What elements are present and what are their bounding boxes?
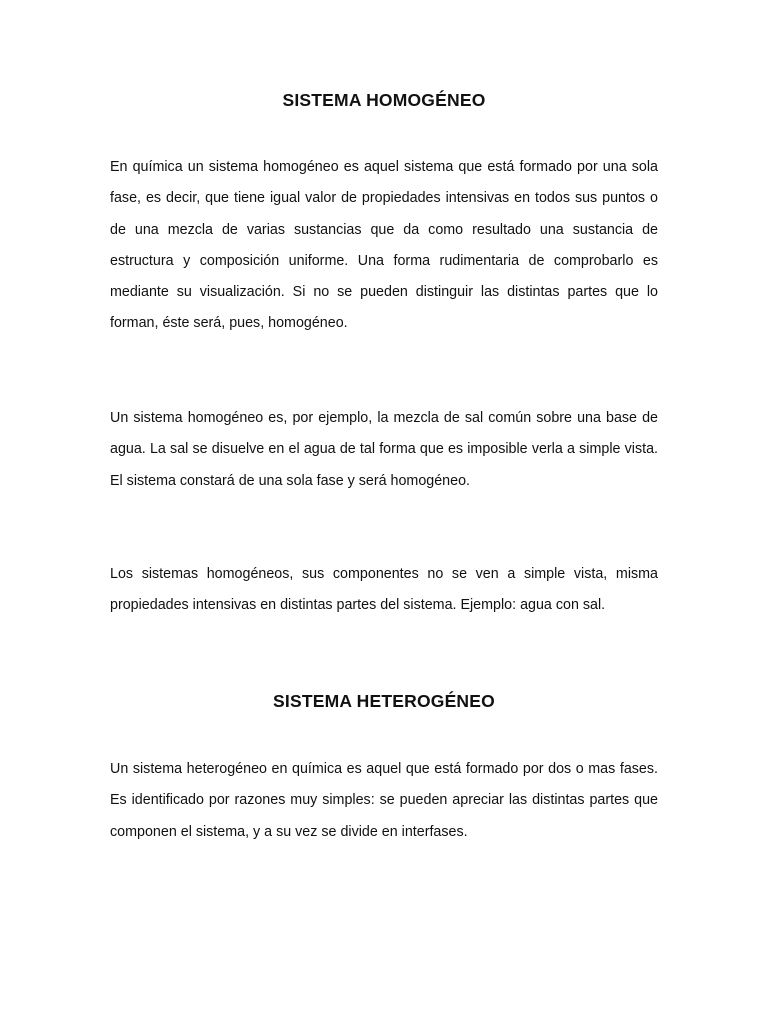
- paragraph-homogeneo-example: Un sistema homogéneo es, por ejemplo, la mezcla de sal común sobre una base de agua. La sal se disuelve en el agua de tal forma que es imposible verla a simple vista. El sistema constará de una sola fase y será homogéneo.: [110, 410, 658, 489]
- section-heading-heterogeneo: SISTEMA HETEROGÉNEO: [273, 691, 495, 711]
- section-heading-homogeneo: SISTEMA HOMOGÉNEO: [282, 90, 486, 110]
- paragraph-homogeneo-summary: Los sistemas homogéneos, sus componentes no se ven a simple vista, misma propiedades intensivas en distintas partes del sistema. Ejemplo: agua con sal.: [110, 566, 658, 614]
- paragraph-homogeneo-definition: En química un sistema homogéneo es aquel sistema que está formado por una sola fase, es decir, que tiene igual valor de propiedades intensivas en todos sus puntos o de una mezcla de varias sustancias que da como resultado una sustancia de estructura y composición uniforme. Una forma rudimentaria de comprobarlo es mediante su visualización. Si no se pueden distinguir las distintas partes que lo forman, éste será, pues, homogéneo.: [110, 159, 658, 332]
- paragraph-heterogeneo-definition: Un sistema heterogéneo en química es aquel que está formado por dos o mas fases. Es identificado por razones muy simples: se pueden apreciar las distintas partes que componen el sistema, y a su vez se divide en interfases.: [110, 761, 658, 840]
